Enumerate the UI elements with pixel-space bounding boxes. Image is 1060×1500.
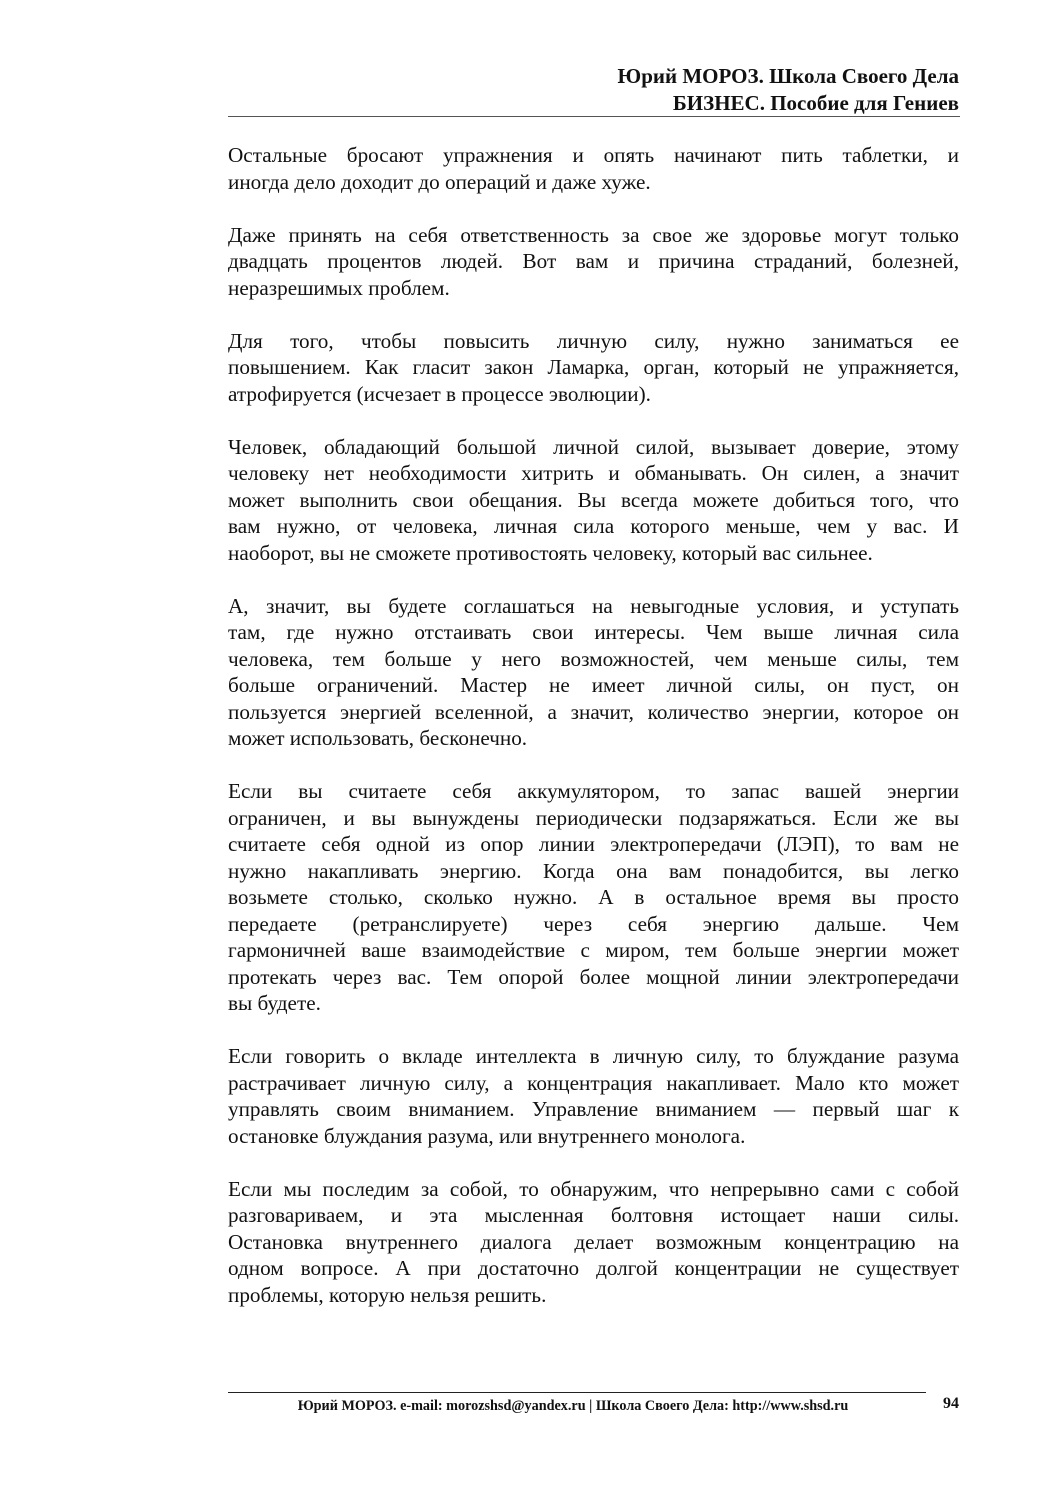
text-line: больше ограничений. Мастер не имеет личной силы, он пуст, он <box>228 673 959 697</box>
text-line: повышением. Как гласит закон Ламарка, орган, который не упражняется, <box>228 355 959 379</box>
text-line: человека, тем больше у него возможностей, чем меньше силы, тем <box>228 646 959 671</box>
text-line: Остановка внутреннего диалога делает возможным концентрацию на <box>228 1229 959 1254</box>
text-line: остановке блуждания разума, или внутреннего монолога. <box>228 1123 746 1148</box>
body-text <box>228 142 959 1335</box>
paragraph <box>228 222 959 302</box>
header-book-title: БИЗНЕС. Пособие для Гениев <box>672 91 959 115</box>
text-line: Даже принять на себя ответственность за свое же здоровье могут только <box>228 222 959 247</box>
footer-divider <box>228 1392 926 1393</box>
text-line: одном вопросе. А при достаточно долгой концентрации не существует <box>228 1256 959 1280</box>
text-line: нужно накапливать энергию. Когда она вам понадобится, вы легко <box>228 858 959 883</box>
paragraph <box>228 778 959 1017</box>
text-line: растрачивает личную силу, а концентрация накапливает. Мало кто может <box>228 1070 959 1095</box>
running-header <box>618 63 959 117</box>
paragraph <box>228 434 959 567</box>
paragraph <box>228 1043 959 1149</box>
text-line: Человек, обладающий большой личной силой, вызывает доверие, этому <box>228 434 959 459</box>
text-line: ограничен, и вы вынуждены периодически подзаряжаться. Если же вы <box>228 805 959 830</box>
text-line: неразрешимых проблем. <box>228 275 450 300</box>
text-line: двадцать процентов людей. Вот вам и причина страданий, болезней, <box>228 249 959 273</box>
text-line: пользуется энергией вселенной, а значит, количество энергии, которое он <box>228 699 959 724</box>
text-line: Остальные бросают упражнения и опять начинают пить таблетки, и <box>228 143 959 167</box>
text-line: Если говорить о вкладе интеллекта в личную силу, то блуждание разума <box>228 1044 959 1068</box>
text-line: передаете (ретранслируете) через себя энергию дальше. Чем <box>228 911 959 936</box>
paragraph <box>228 593 959 752</box>
text-line: Для того, чтобы повысить личную силу, нужно заниматься ее <box>228 328 959 353</box>
paragraph <box>228 328 959 408</box>
text-line: гармоничней ваше взаимодействие с миром, тем больше энергии может <box>228 938 959 962</box>
text-line: возьмете столько, сколько нужно. А в остальное время вы просто <box>228 885 959 909</box>
text-line: там, где нужно отстаивать свои интересы. Чем выше личная сила <box>228 620 959 644</box>
text-line: атрофируется (исчезает в процессе эволюции). <box>228 381 651 406</box>
text-line: управлять своим вниманием. Управление вниманием — первый шаг к <box>228 1097 959 1121</box>
text-line: может использовать, бесконечно. <box>228 726 528 750</box>
running-footer: Юрий МОРОЗ. e-mail: morozshsd@yandex.ru | Школа Своего Дела: http://www.shsd.ru <box>297 1398 849 1414</box>
paragraph <box>228 1176 959 1309</box>
text-line: может выполнить свои обещания. Вы всегда можете добиться того, что <box>228 487 959 512</box>
text-line: Если вы считаете себя аккумулятором, то запас вашей энергии <box>228 779 959 803</box>
text-line: вам нужно, от человека, личная сила которого меньше, чем у вас. И <box>228 514 959 538</box>
header-author-school: Юрий МОРОЗ. Школа Своего Дела <box>617 64 959 88</box>
paragraph <box>228 142 959 195</box>
text-line: считаете себя одной из опор линии электропередачи (ЛЭП), то вам не <box>228 832 959 856</box>
text-line: проблемы, которую нельзя решить. <box>228 1282 547 1307</box>
text-line: вы будете. <box>228 991 321 1015</box>
text-line: наоборот, вы не сможете противостоять человеку, который вас сильнее. <box>228 540 873 565</box>
text-line: человеку нет необходимости хитрить и обманывать. Он силен, а значит <box>228 461 959 485</box>
header-divider <box>228 116 960 117</box>
text-line: разговариваем, и эта мысленная болтовня истощает наши силы. <box>228 1203 959 1227</box>
page-number: 94 <box>943 1395 959 1412</box>
text-line: иногда дело доходит до операций и даже хуже. <box>228 169 651 194</box>
text-line: протекать через вас. Тем опорой более мощной линии электропередачи <box>228 964 959 989</box>
text-line: А, значит, вы будете соглашаться на невыгодные условия, и уступать <box>228 593 959 618</box>
text-line: Если мы последим за собой, то обнаружим, что непрерывно сами с собой <box>228 1176 959 1201</box>
